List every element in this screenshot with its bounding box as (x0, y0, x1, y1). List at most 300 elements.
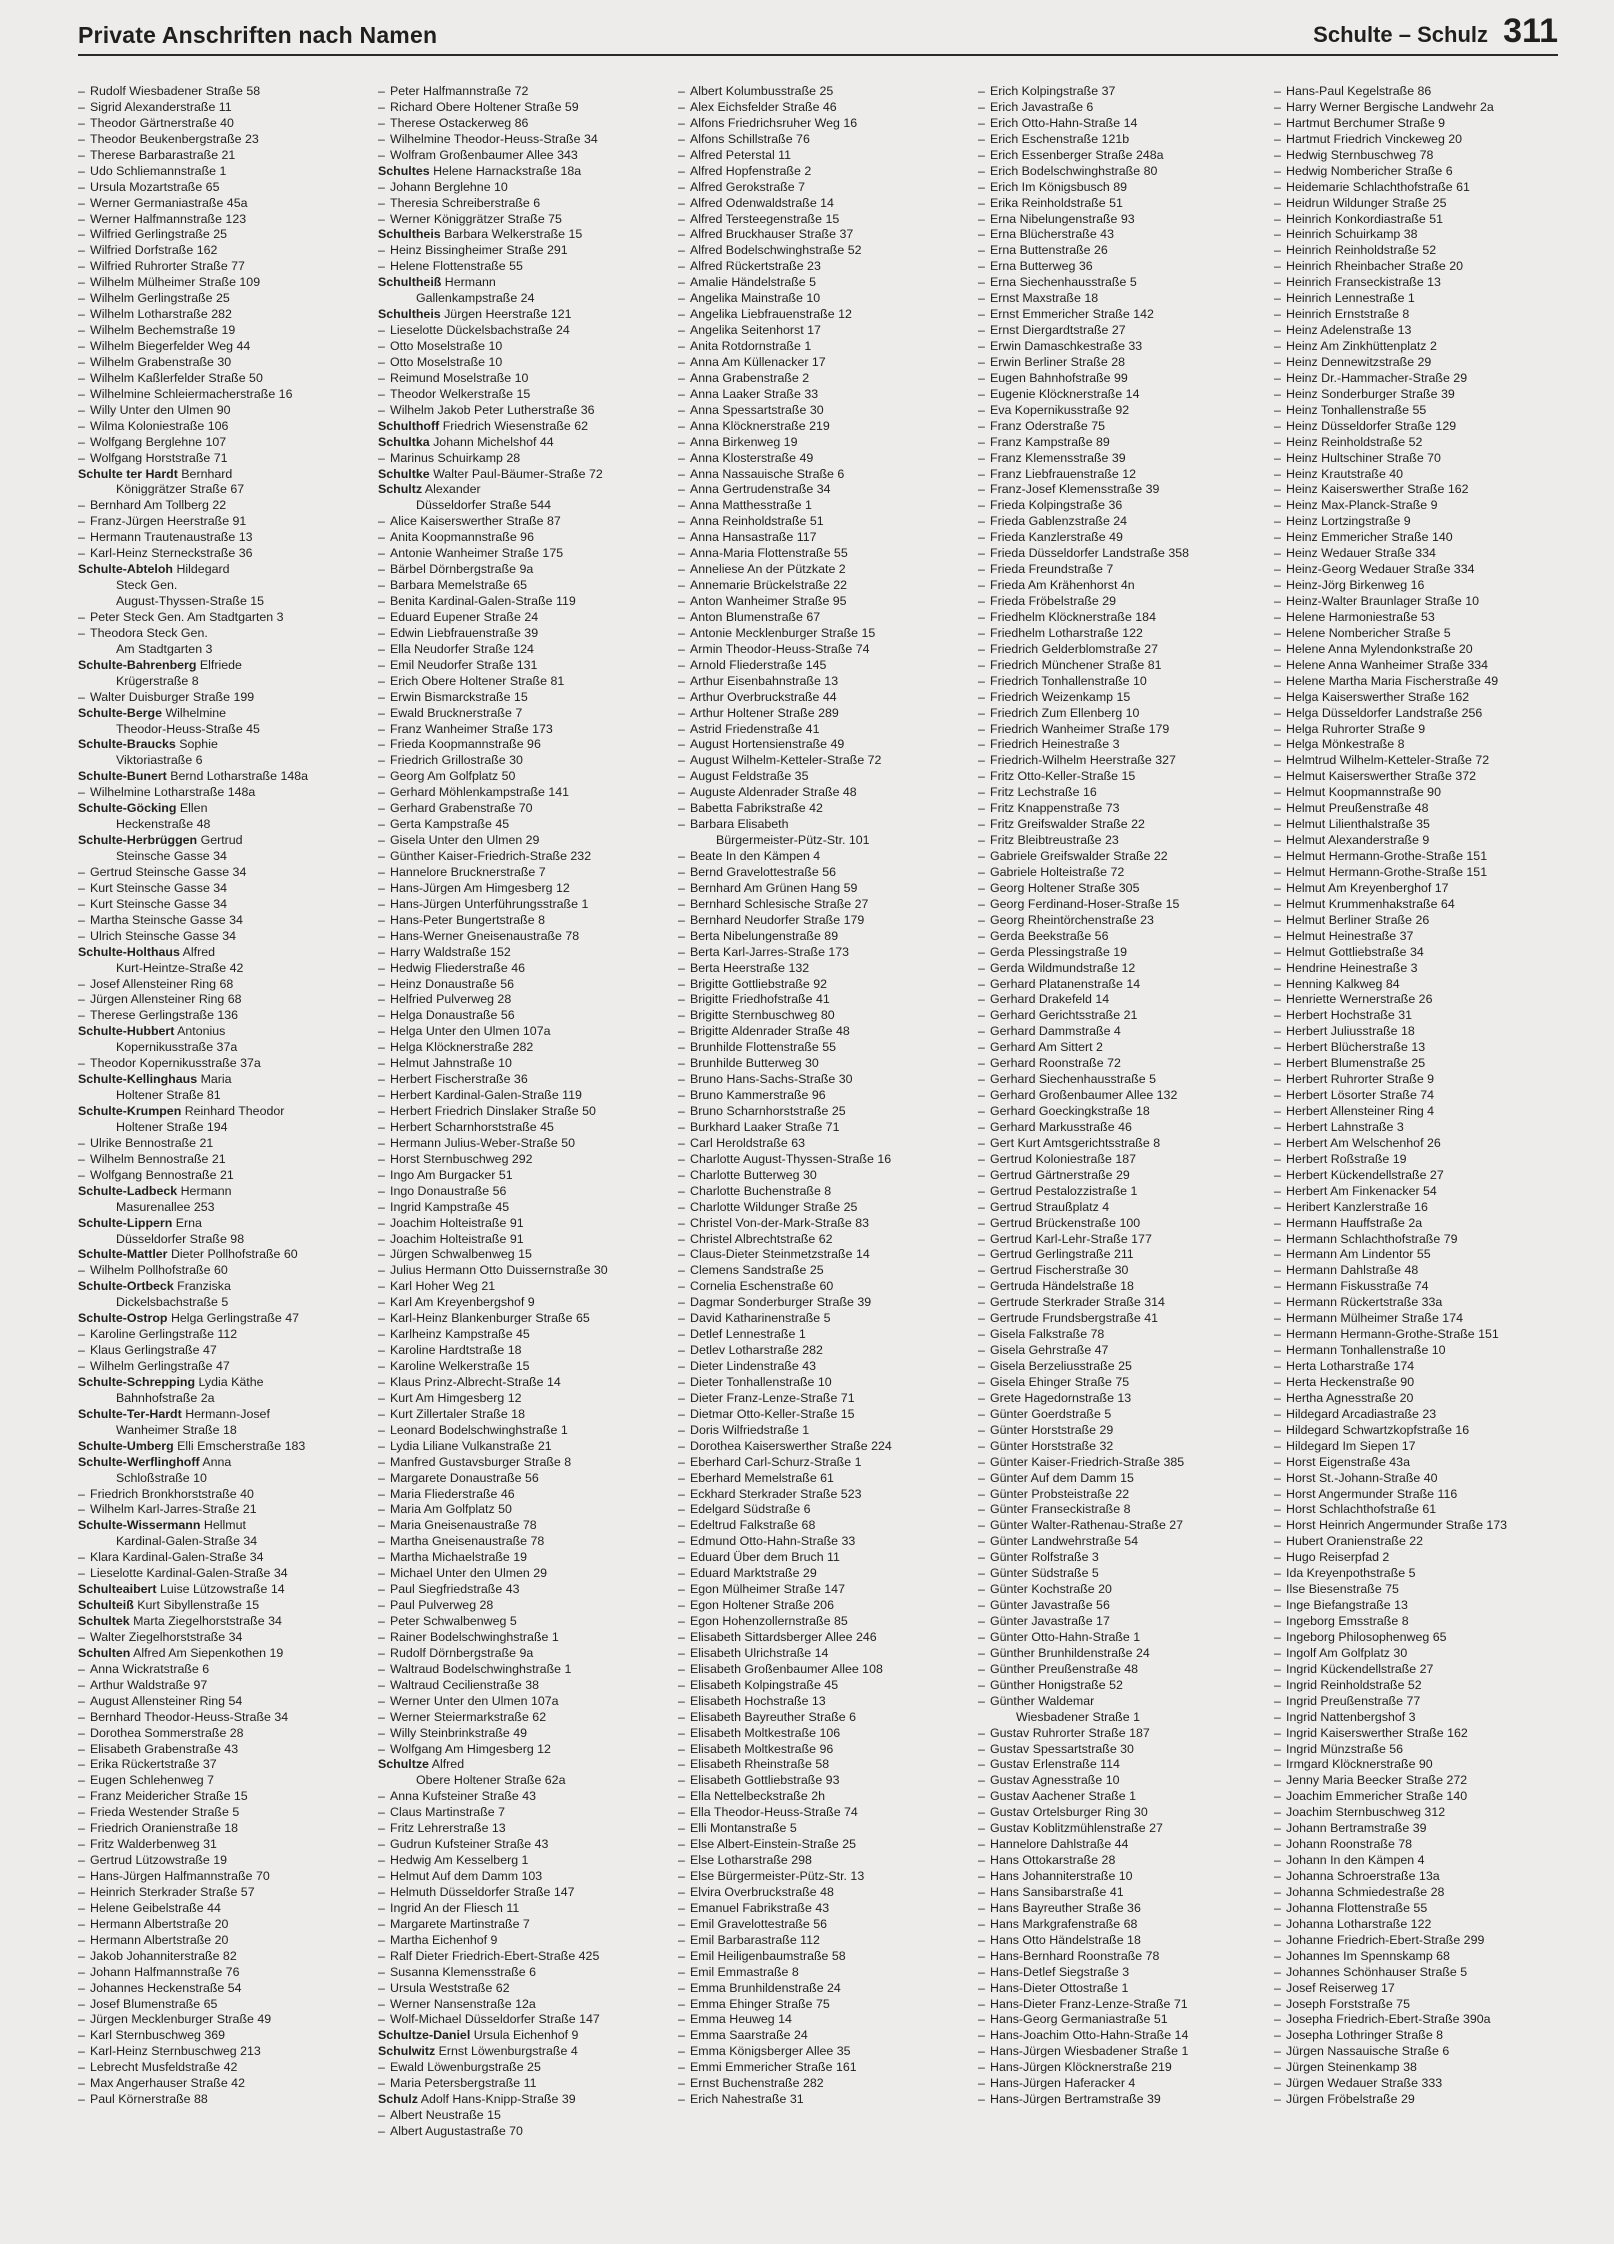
directory-entry: – Jürgen Nassauische Straße 6 (1274, 2044, 1564, 2060)
surname-entry (78, 769, 368, 785)
directory-entry: – Helmut Hermann-Grothe-Straße 151 (1274, 865, 1564, 881)
directory-entry: – Heidemarie Schlachthofstraße 61 (1274, 180, 1564, 196)
directory-entry: – Detlev Lotharstraße 282 (678, 1343, 968, 1359)
directory-entry: – Helmut Preußenstraße 48 (1274, 801, 1564, 817)
directory-entry: – Theresia Schreiberstraße 6 (378, 196, 668, 212)
directory-entry: – Frieda Freundstraße 7 (978, 562, 1268, 578)
directory-entry: – Ingo Donaustraße 56 (378, 1184, 668, 1200)
directory-entry: – Anna Reinholdstraße 51 (678, 514, 968, 530)
directory-entry: – Martha Eichenhof 9 (378, 1933, 668, 1949)
directory-entry: – Charlotte Wildunger Straße 25 (678, 1200, 968, 1216)
directory-entry: – Gertrud Steinsche Gasse 34 (78, 865, 368, 881)
surname-label: Schulte-Krumpen (78, 1104, 182, 1118)
directory-entry: – Waltraud Bodelschwinghstraße 1 (378, 1662, 668, 1678)
address-continuation: Schloßstraße 10 (116, 1470, 207, 1485)
directory-entry: – August Feldstraße 35 (678, 769, 968, 785)
address-continuation: Bürgermeister-Pütz-Str. 101 (716, 833, 870, 848)
directory-entry: – Helene Flottenstraße 55 (378, 259, 668, 275)
address-continuation: Krügerstraße 8 (116, 673, 199, 688)
directory-entry: – Günther Waldemar (978, 1694, 1268, 1710)
surname-label: Schulten (78, 1645, 131, 1660)
directory-entry: – Georg Rheintörchenstraße 23 (978, 913, 1268, 929)
directory-entry: – Anna Grabenstraße 2 (678, 371, 968, 387)
surname-label: Schultka (378, 434, 430, 449)
address-continuation: Steck Gen. (116, 578, 178, 593)
directory-entry: – Brunhilde Flottenstraße 55 (678, 1040, 968, 1056)
directory-entry: – Alfred Peterstal 11 (678, 148, 968, 164)
directory-entry: – Gerda Plessingstraße 19 (978, 945, 1268, 961)
address-continuation: Gallenkampstraße 24 (416, 291, 535, 306)
directory-entry: – Friedrich Oranienstraße 18 (78, 1821, 368, 1837)
directory-entry: – Hans-Werner Gneisenaustraße 78 (378, 929, 668, 945)
directory-entry: – Helga Unter den Ulmen 107a (378, 1024, 668, 1040)
surname-label: Schulte-Holthaus (78, 944, 180, 959)
directory-entry: – Werner Königgrätzer Straße 75 (378, 212, 668, 228)
surname-entry (378, 419, 668, 435)
directory-entry: – Günter Südstraße 5 (978, 1566, 1268, 1582)
directory-entry: – Paul Pulverweg 28 (378, 1598, 668, 1614)
directory-entry: – Horst Eigenstraße 43a (1274, 1455, 1564, 1471)
directory-entry: – Friedrich Zum Ellenberg 10 (978, 706, 1268, 722)
directory-entry: – Heinrich Reinholdstraße 52 (1274, 243, 1564, 259)
surname-label: Schulte-Berge (78, 705, 162, 720)
directory-entry: – Jenny Maria Beecker Straße 272 (1274, 1773, 1564, 1789)
directory-entry: – Else Lotharstraße 298 (678, 1853, 968, 1869)
surname-entry (378, 2092, 668, 2108)
directory-entry: – Ingrid Kaiserswerther Straße 162 (1274, 1726, 1564, 1742)
directory-entry: – Herbert Blumenstraße 25 (1274, 1056, 1564, 1072)
directory-entry: – Paul Körnerstraße 88 (78, 2092, 368, 2108)
surname-label: Schulte-Ostrop (78, 1311, 168, 1326)
directory-entry: – Elvira Overbruckstraße 48 (678, 1885, 968, 1901)
directory-entry: – Hermann Trautenaustraße 13 (78, 530, 368, 546)
directory-entry: – Bernd Gravelottestraße 56 (678, 865, 968, 881)
directory-entry: – Franz Oderstraße 75 (978, 419, 1268, 435)
directory-entry: – Hermann Hauffstraße 2a (1274, 1216, 1564, 1232)
surname-entry (78, 1375, 368, 1391)
directory-entry: – Anna Gertrudenstraße 34 (678, 482, 968, 498)
directory-entry: – Maria Am Golfplatz 50 (378, 1502, 668, 1518)
directory-entry: – Ida Kreyenpothstraße 5 (1274, 1566, 1564, 1582)
surname-label: Schultze-Daniel (378, 2028, 471, 2043)
directory-entry: – Jürgen Steinenkamp 38 (1274, 2060, 1564, 2076)
directory-entry: – Erwin Bismarckstraße 15 (378, 690, 668, 706)
entry-text: Barbara Welkerstraße 15 (444, 227, 583, 242)
directory-entry: – Claus-Dieter Steinmetzstraße 14 (678, 1247, 968, 1263)
surname-entry (378, 2044, 668, 2060)
directory-entry: – Erna Buttenstraße 26 (978, 243, 1268, 259)
directory-entry: – Dagmar Sonderburger Straße 39 (678, 1295, 968, 1311)
directory-entry: – Emil Heiligenbaumstraße 58 (678, 1949, 968, 1965)
entry-text: Alfred Am Siepenkothen 19 (133, 1645, 284, 1660)
entry-text: Marta Ziegelhorststraße 34 (133, 1614, 282, 1628)
directory-entry: – Barbara Elisabeth (678, 817, 968, 833)
surname-entry (378, 164, 668, 180)
directory-entry: – Gerhard Goeckingkstraße 18 (978, 1104, 1268, 1120)
directory-entry: – Frieda Kolpingstraße 36 (978, 498, 1268, 514)
directory-entry: – Ilse Biesenstraße 75 (1274, 1582, 1564, 1598)
surname-entry (78, 833, 368, 849)
directory-entry: – Anneliese An der Pützkate 2 (678, 562, 968, 578)
column-3 (678, 84, 968, 2108)
directory-entry: – Horst Schlachthofstraße 61 (1274, 1502, 1564, 1518)
directory-entry: – Gertrud Brückenstraße 100 (978, 1216, 1268, 1232)
directory-entry: – Anton Wanheimer Straße 95 (678, 594, 968, 610)
directory-entry: – Wilhelm Bennostraße 21 (78, 1152, 368, 1168)
directory-entry: – Brigitte Gottliebstraße 92 (678, 977, 968, 993)
directory-entry: – Therese Gerlingstraße 136 (78, 1008, 368, 1024)
directory-entry: – Johanna Flottenstraße 55 (1274, 1901, 1564, 1917)
directory-entry: – Günter Horststraße 29 (978, 1423, 1268, 1439)
directory-entry: – Erwin Berliner Straße 28 (978, 355, 1268, 371)
directory-entry: – Barbara Memelstraße 65 (378, 578, 668, 594)
directory-entry: – Helene Nombericher Straße 5 (1274, 626, 1564, 642)
address-continuation: Viktoriastraße 6 (116, 753, 203, 768)
directory-entry: – Hans-Joachim Otto-Hahn-Straße 14 (978, 2028, 1268, 2044)
directory-entry: – Hans-Jürgen Haferacker 4 (978, 2076, 1268, 2092)
directory-entry: – Hildegard Schwartzkopfstraße 16 (1274, 1423, 1564, 1439)
directory-entry: – Hans Johanniterstraße 10 (978, 1869, 1268, 1885)
directory-entry: – Martha Steinsche Gasse 34 (78, 913, 368, 929)
directory-entry: – Hendrine Heinestraße 3 (1274, 961, 1564, 977)
directory-entry: – Wilhelmine Lotharstraße 148a (78, 785, 368, 801)
directory-entry: – Herbert Roßstraße 19 (1274, 1152, 1564, 1168)
surname-entry (78, 1407, 368, 1423)
directory-entry: – Gustav Erlenstraße 114 (978, 1757, 1268, 1773)
directory-entry: – Franz Liebfrauenstraße 12 (978, 467, 1268, 483)
surname-entry (78, 562, 368, 578)
page-header (78, 12, 1558, 56)
directory-entry: – Ingrid Preußenstraße 77 (1274, 1694, 1564, 1710)
directory-entry: – Helmut Gottliebstraße 34 (1274, 945, 1564, 961)
directory-entry: – Elisabeth Bayreuther Straße 6 (678, 1710, 968, 1726)
directory-entry: – Johann In den Kämpen 4 (1274, 1853, 1564, 1869)
directory-entry: – Harry Werner Bergische Landwehr 2a (1274, 100, 1564, 116)
directory-entry: – Joachim Sternbuschweg 312 (1274, 1805, 1564, 1821)
surname-label: Schulte-Lippern (78, 1215, 173, 1230)
directory-entry: – Alfred Gerokstraße 7 (678, 180, 968, 196)
surname-entry (378, 2028, 668, 2044)
directory-entry: – Hertha Agnesstraße 20 (1274, 1391, 1564, 1407)
directory-entry: – Heinz Hultschiner Straße 70 (1274, 451, 1564, 467)
directory-entry: – Armin Theodor-Heuss-Straße 74 (678, 642, 968, 658)
directory-entry: – Auguste Aldenrader Straße 48 (678, 785, 968, 801)
directory-entry: – Helmut Heinestraße 37 (1274, 929, 1564, 945)
surname-label: Schulte-Umberg (78, 1438, 174, 1453)
directory-entry: – Anna-Maria Flottenstraße 55 (678, 546, 968, 562)
directory-entry: – Josepha Friedrich-Ebert-Straße 390a (1274, 2012, 1564, 2028)
directory-entry: – Alice Kaiserswerther Straße 87 (378, 514, 668, 530)
directory-entry: – Wolfgang Berglehne 107 (78, 435, 368, 451)
directory-entry: – Arnold Fliederstraße 145 (678, 658, 968, 674)
directory-entry: – Detlef Lennestraße 1 (678, 1327, 968, 1343)
directory-entry: – Günter Landwehrstraße 54 (978, 1534, 1268, 1550)
surname-label: Schulte-Hubbert (78, 1024, 175, 1039)
directory-entry: – Bernhard Theodor-Heuss-Straße 34 (78, 1710, 368, 1726)
directory-entry: – Heinrich Rheinbacher Straße 20 (1274, 259, 1564, 275)
surname-label: Schulte-Göcking (78, 801, 177, 816)
directory-entry: – Friedrich Heinestraße 3 (978, 737, 1268, 753)
directory-entry: – Erich Essenberger Straße 248a (978, 148, 1268, 164)
directory-entry: – August Wilhelm-Ketteler-Straße 72 (678, 753, 968, 769)
directory-entry: – Josef Blumenstraße 65 (78, 1997, 368, 2013)
surname-label: Schultheis (378, 307, 441, 322)
directory-entry: – Ingrid Reinholdstraße 52 (1274, 1678, 1564, 1694)
directory-entry: – Eberhard Memelstraße 61 (678, 1471, 968, 1487)
directory-entry: – Gerhard Möhlenkampstraße 141 (378, 785, 668, 801)
directory-entry: – Ewald Löwenburgstraße 25 (378, 2060, 668, 2076)
directory-entry: – Helene Anna Wanheimer Straße 334 (1274, 658, 1564, 674)
directory-entry: – Gertrud Gerlingstraße 211 (978, 1247, 1268, 1263)
directory-entry: – Johanne Friedrich-Ebert-Straße 299 (1274, 1933, 1564, 1949)
directory-entry: – Erika Rückertstraße 37 (78, 1757, 368, 1773)
surname-label: Schulte-Ortbeck (78, 1279, 174, 1294)
directory-entry: – Joachim Holteistraße 91 (378, 1216, 668, 1232)
directory-entry: – Heinrich Sterkrader Straße 57 (78, 1885, 368, 1901)
directory-entry: – Gustav Agnesstraße 10 (978, 1773, 1268, 1789)
address-continuation: Kopernikusstraße 37a (116, 1040, 238, 1055)
directory-entry: – Günther Honigstraße 52 (978, 1678, 1268, 1694)
directory-entry: – Gertrud Pestalozzistraße 1 (978, 1184, 1268, 1200)
entry-text: Erna (175, 1215, 202, 1230)
directory-entry: – Frieda Gablenzstraße 24 (978, 514, 1268, 530)
directory-entry: – Jürgen Wedauer Straße 333 (1274, 2076, 1564, 2092)
directory-entry: – Werner Germaniastraße 45a (78, 196, 368, 212)
surname-entry (78, 1104, 368, 1120)
directory-entry: – Anton Blumenstraße 67 (678, 610, 968, 626)
directory-entry: – Wilhelm Biegerfelder Weg 44 (78, 339, 368, 355)
directory-entry: – Helene Martha Maria Fischerstraße 49 (1274, 674, 1564, 690)
directory-entry: – Helga Düsseldorfer Landstraße 256 (1274, 706, 1564, 722)
directory-entry: – Gerhard Drakefeld 14 (978, 992, 1268, 1008)
directory-entry: – Hildegard Im Siepen 17 (1274, 1439, 1564, 1455)
directory-entry: – Brigitte Aldenrader Straße 48 (678, 1024, 968, 1040)
surname-label: Schultz (378, 482, 423, 497)
entry-text: Elfriede (199, 657, 242, 672)
directory-entry: – Heinz Reinholdstraße 52 (1274, 435, 1564, 451)
directory-entry: – Carl Heroldstraße 63 (678, 1136, 968, 1152)
directory-entry: – Ralf Dieter Friedrich-Ebert-Straße 425 (378, 1949, 668, 1965)
directory-entry: – Erna Blücherstraße 43 (978, 227, 1268, 243)
section-title: Private Anschriften nach Namen (78, 22, 438, 48)
directory-entry: – Heinz Max-Planck-Straße 9 (1274, 498, 1564, 514)
directory-entry: – Alfred Bodelschwinghstraße 52 (678, 243, 968, 259)
directory-entry: – Karlheinz Kampstraße 45 (378, 1327, 668, 1343)
directory-entry: – Claus Martinstraße 7 (378, 1805, 668, 1821)
directory-entry: – Gerhard Siechenhausstraße 5 (978, 1072, 1268, 1088)
directory-entry: – Therese Barbarastraße 21 (78, 148, 368, 164)
directory-entry: – Lieselotte Kardinal-Galen-Straße 34 (78, 1566, 368, 1582)
directory-entry: – Gudrun Kufsteiner Straße 43 (378, 1837, 668, 1853)
directory-entry: – Friedrich Münchener Straße 81 (978, 658, 1268, 674)
directory-entry: – Friedrich Weizenkamp 15 (978, 690, 1268, 706)
directory-entry: – Günter Kochstraße 20 (978, 1582, 1268, 1598)
entry-text: Adolf Hans-Knipp-Straße 39 (420, 2092, 576, 2107)
column-1 (78, 84, 368, 2108)
directory-entry: – Antonie Wanheimer Straße 175 (378, 546, 668, 562)
directory-entry: – Berta Nibelungenstraße 89 (678, 929, 968, 945)
surname-label: Schulteaibert (78, 1582, 157, 1597)
directory-entry: – Anna Birkenweg 19 (678, 435, 968, 451)
directory-entry: – Eugenie Klöcknerstraße 14 (978, 387, 1268, 403)
directory-entry: – Alfons Schillstraße 76 (678, 132, 968, 148)
directory-entry: – Theodor Kopernikusstraße 37a (78, 1056, 368, 1072)
directory-entry: – Ernst Emmericher Straße 142 (978, 307, 1268, 323)
directory-entry: – Egon Holtener Straße 206 (678, 1598, 968, 1614)
directory-entry: – Friedrich Bronkhorststraße 40 (78, 1487, 368, 1503)
directory-entry: – Herbert Juliusstraße 18 (1274, 1024, 1564, 1040)
surname-label: Schultheiß (378, 275, 442, 290)
directory-entry: – Wilfried Gerlingstraße 25 (78, 227, 368, 243)
surname-label: Schultes (378, 163, 430, 178)
entry-text: Franziska (177, 1279, 231, 1294)
directory-entry: – Gertrude Sterkrader Straße 314 (978, 1295, 1268, 1311)
entry-text: Sophie (179, 737, 218, 752)
surname-entry (78, 1518, 368, 1534)
directory-entry: – Heinz Kaiserswerther Straße 162 (1274, 482, 1564, 498)
surname-entry (78, 1646, 368, 1662)
directory-entry: – Emil Gravelottestraße 56 (678, 1917, 968, 1933)
address-continuation: August-Thyssen-Straße 15 (116, 594, 265, 608)
directory-entry: – Bernhard Am Tollberg 22 (78, 498, 368, 514)
directory-entry: – Johanna Lotharstraße 122 (1274, 1917, 1564, 1933)
entry-text: Dieter Pollhofstraße 60 (170, 1247, 298, 1262)
directory-entry: – Arthur Overbruckstraße 44 (678, 690, 968, 706)
directory-entry: – Gertrud Koloniestraße 187 (978, 1152, 1268, 1168)
directory-entry: – Martha Michaelstraße 19 (378, 1550, 668, 1566)
directory-entry: – Heinz Dennewitzstraße 29 (1274, 355, 1564, 371)
directory-entry: – Gerhard Großenbaumer Allee 132 (978, 1088, 1268, 1104)
surname-entry (378, 467, 668, 483)
directory-entry: – Jakob Johanniterstraße 82 (78, 1949, 368, 1965)
directory-entry: – Helmut Kaiserswerther Straße 372 (1274, 769, 1564, 785)
entry-text: Ernst Löwenburgstraße 4 (438, 2044, 578, 2059)
directory-entry: – Helmut Hermann-Grothe-Straße 151 (1274, 849, 1564, 865)
directory-entry: – Ingrid Münzstraße 56 (1274, 1742, 1564, 1758)
directory-entry: – Anna Laaker Straße 33 (678, 387, 968, 403)
directory-entry: – Theodor Gärtnerstraße 40 (78, 116, 368, 132)
directory-entry: – Günther Brunhildenstraße 24 (978, 1646, 1268, 1662)
directory-entry: – Beate In den Kämpen 4 (678, 849, 968, 865)
directory-entry: – Hannelore Dahlstraße 44 (978, 1837, 1268, 1853)
directory-entry: – Gerhard Markusstraße 46 (978, 1120, 1268, 1136)
directory-entry: – Georg Am Golfplatz 50 (378, 769, 668, 785)
directory-entry: – Gabriele Holteistraße 72 (978, 865, 1268, 881)
directory-entry: – Waltraud Cecilienstraße 38 (378, 1678, 668, 1694)
directory-entry: – Gabriele Greifswalder Straße 22 (978, 849, 1268, 865)
directory-entry: – Herbert Am Finkenacker 54 (1274, 1184, 1564, 1200)
address-continuation: Kurt-Heintze-Straße 42 (116, 960, 244, 975)
directory-entry: – Gisela Berzeliusstraße 25 (978, 1359, 1268, 1375)
directory-entry: – Heinrich Konkordiastraße 51 (1274, 212, 1564, 228)
directory-entry: – Wilhelm Lotharstraße 282 (78, 307, 368, 323)
directory-entry: – Walter Ziegelhorststraße 34 (78, 1630, 368, 1646)
directory-entry: – Günter Auf dem Damm 15 (978, 1471, 1268, 1487)
directory-entry: – Günther Preußenstraße 48 (978, 1662, 1268, 1678)
directory-entry: – Ursula Mozartstraße 65 (78, 180, 368, 196)
directory-entry: – Herbert Scharnhorststraße 45 (378, 1120, 668, 1136)
entry-text: Bernd Lotharstraße 148a (170, 769, 309, 784)
directory-entry: – Hans-Georg Germaniastraße 51 (978, 2012, 1268, 2028)
directory-entry: – Heinrich Ernststraße 8 (1274, 307, 1564, 323)
entry-text: Wilhelmine (165, 705, 227, 720)
address-continuation: Wiesbadener Straße 1 (1016, 1709, 1140, 1724)
address-continuation: Holtener Straße 81 (116, 1088, 221, 1103)
directory-entry: – Erna Nibelungenstraße 93 (978, 212, 1268, 228)
directory-entry: – Heinz Wedauer Straße 334 (1274, 546, 1564, 562)
surname-entry (378, 275, 668, 291)
directory-entry: – Anna Spessartstraße 30 (678, 403, 968, 419)
directory-entry: – Edmund Otto-Hahn-Straße 33 (678, 1534, 968, 1550)
directory-entry: – Gisela Falkstraße 78 (978, 1327, 1268, 1343)
directory-entry: – Bernhard Neudorfer Straße 179 (678, 913, 968, 929)
directory-entry: – Hedwig Nombericher Straße 6 (1274, 164, 1564, 180)
directory-entry: – Albert Kolumbusstraße 25 (678, 84, 968, 100)
address-continuation: Masurenallee 253 (116, 1199, 215, 1214)
directory-entry: – Helene Geibelstraße 44 (78, 1901, 368, 1917)
directory-entry: – Rudolf Wiesbadener Straße 58 (78, 84, 368, 100)
directory-entry: – Elisabeth Ulrichstraße 14 (678, 1646, 968, 1662)
directory-entry: – Hans Bayreuther Straße 36 (978, 1901, 1268, 1917)
surname-label: Schulte ter Hardt (78, 466, 178, 481)
directory-entry: – Astrid Friedenstraße 41 (678, 722, 968, 738)
entry-text: Hermann-Josef (185, 1406, 270, 1421)
directory-entry: – Irmgard Klöcknerstraße 90 (1274, 1757, 1564, 1773)
directory-entry: – Günter Walter-Rathenau-Straße 27 (978, 1518, 1268, 1534)
directory-entry: – Hans Sansibarstraße 41 (978, 1885, 1268, 1901)
directory-entry: – Reimund Moselstraße 10 (378, 371, 668, 387)
directory-entry: – Anita Rotdornstraße 1 (678, 339, 968, 355)
surname-label: Schulte-Herbrüggen (78, 833, 198, 848)
directory-entry: – Friedrich Wanheimer Straße 179 (978, 722, 1268, 738)
directory-entry: – Kurt Am Himgesberg 12 (378, 1391, 668, 1407)
directory-entry: – Anna Kufsteiner Straße 43 (378, 1789, 668, 1805)
directory-entry: – Ella Neudorfer Straße 124 (378, 642, 668, 658)
directory-entry: – Wilhelm Jakob Peter Lutherstraße 36 (378, 403, 668, 419)
directory-entry: – Fritz Lechstraße 16 (978, 785, 1268, 801)
directory-entry: – Erich Javastraße 6 (978, 100, 1268, 116)
surname-label: Schulte-Abteloh (78, 562, 173, 577)
directory-entry: – Günther Kaiser-Friedrich-Straße 232 (378, 849, 668, 865)
directory-entry: – Alfons Friedrichsruher Weg 16 (678, 116, 968, 132)
surname-label: Schultek (78, 1614, 130, 1628)
directory-entry: – Maria Fliederstraße 46 (378, 1487, 668, 1503)
directory-entry: – Jürgen Mecklenburger Straße 49 (78, 2012, 368, 2028)
directory-entry: – Angelika Mainstraße 10 (678, 291, 968, 307)
directory-entry: – Erich Obere Holtener Straße 81 (378, 674, 668, 690)
directory-entry: – Joseph Forststraße 75 (1274, 1997, 1564, 2013)
directory-entry: – Herbert Lösorter Straße 74 (1274, 1088, 1564, 1104)
directory-entry: – Gustav Koblitzmühlenstraße 27 (978, 1821, 1268, 1837)
directory-entry: – Alfred Bruckhauser Straße 37 (678, 227, 968, 243)
directory-entry: – Heribert Kanzlerstraße 16 (1274, 1200, 1564, 1216)
directory-columns (78, 84, 1578, 2234)
directory-entry: – Harry Waldstraße 152 (378, 945, 668, 961)
directory-entry: – Heinz-Walter Braunlager Straße 10 (1274, 594, 1564, 610)
directory-entry: – Wilhelm Kaßlerfelder Straße 50 (78, 371, 368, 387)
directory-entry: – Julius Hermann Otto Duissernstraße 30 (378, 1263, 668, 1279)
entry-text: Luise Lützowstraße 14 (159, 1582, 285, 1597)
directory-entry: – Wilma Koloniestraße 106 (78, 419, 368, 435)
directory-entry: – Dietmar Otto-Keller-Straße 15 (678, 1407, 968, 1423)
directory-entry: – Willy Unter den Ulmen 90 (78, 403, 368, 419)
directory-entry: – Erich Kolpingstraße 37 (978, 84, 1268, 100)
directory-entry: – Helmut Krummenhakstraße 64 (1274, 897, 1564, 913)
directory-entry: – Anna Klosterstraße 49 (678, 451, 968, 467)
directory-entry: – Ingrid Nattenbergshof 3 (1274, 1710, 1564, 1726)
directory-entry: – Gerhard Platanenstraße 14 (978, 977, 1268, 993)
entry-text: Kurt Sibyllenstraße 15 (137, 1598, 260, 1613)
